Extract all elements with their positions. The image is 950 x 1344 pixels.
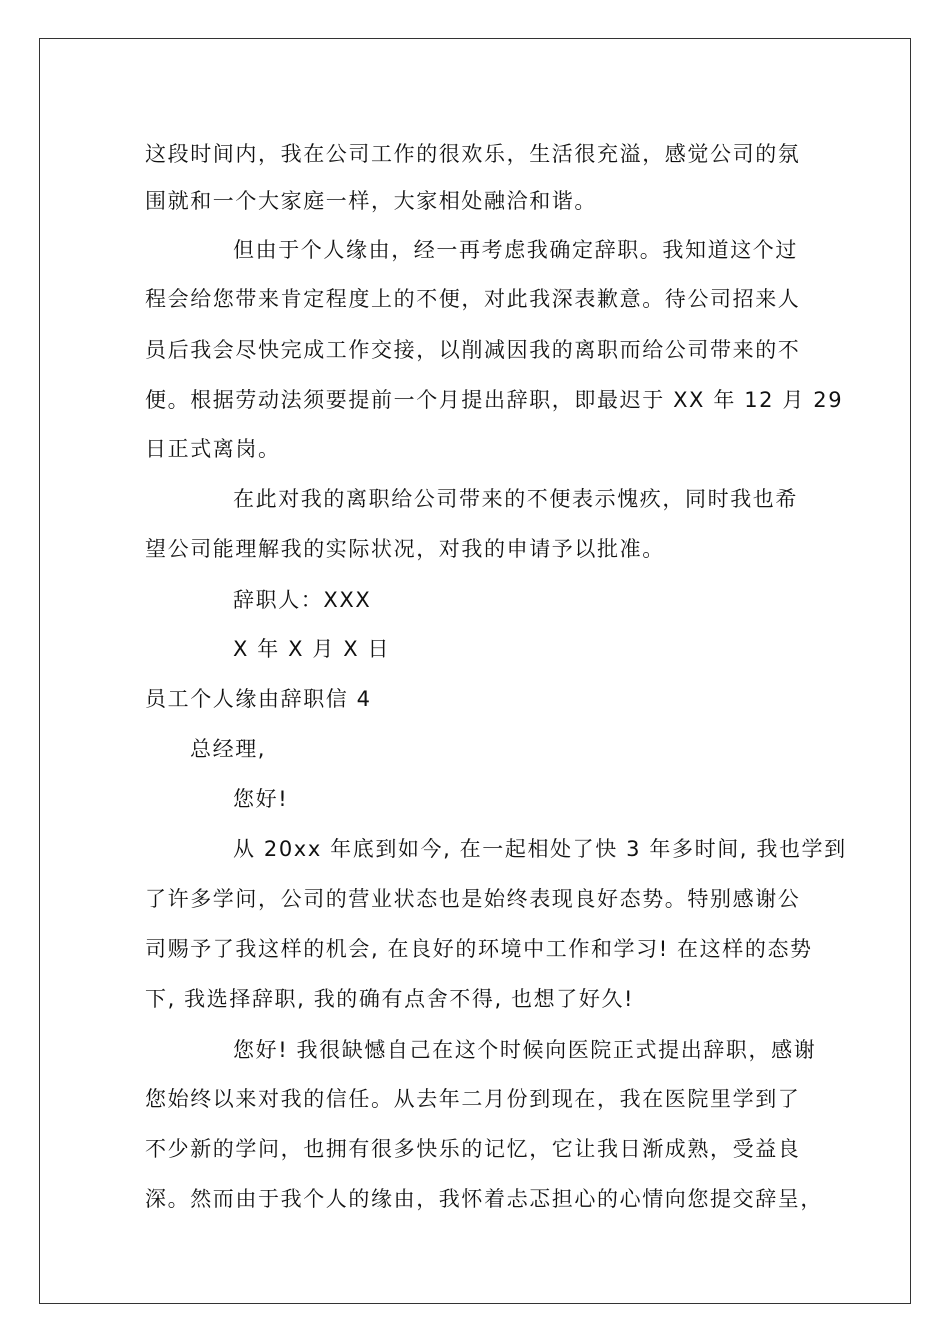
paragraph-5-line-1: 您好! 我很缺憾自己在这个时候向医院正式提出辞职，感谢 xyxy=(233,1038,817,1062)
paragraph-2-line-4: 便。根据劳动法须要提前一个月提出辞职，即最迟于 XX 年 12 月 29 xyxy=(145,388,844,412)
paragraph-2-line-3: 员后我会尽快完成工作交接，以削减因我的离职而给公司带来的不 xyxy=(145,338,801,362)
paragraph-3-line-2: 望公司能理解我的实际状况，对我的申请予以批准。 xyxy=(145,537,665,561)
page-border xyxy=(39,38,911,1304)
greeting: 您好! xyxy=(233,787,289,811)
paragraph-4-line-1: 从 20xx 年底到如今, 在一起相处了快 3 年多时间, 我也学到 xyxy=(233,837,847,861)
paragraph-5-line-4: 深。然而由于我个人的缘由，我怀着忐忑担心的心情向您提交辞呈， xyxy=(145,1187,823,1211)
section-heading: 员工个人缘由辞职信 4 xyxy=(145,687,372,711)
body-line-2: 围就和一个大家庭一样，大家相处融洽和谐。 xyxy=(145,189,597,213)
paragraph-2-line-5: 日正式离岗。 xyxy=(145,437,281,461)
body-line-1: 这段时间内，我在公司工作的很欢乐，生活很充溢，感觉公司的氛 xyxy=(145,142,801,166)
paragraph-5-line-2: 您始终以来对我的信任。从去年二月份到现在，我在医院里学到了 xyxy=(145,1087,801,1111)
salutation: 总经理, xyxy=(190,737,267,761)
paragraph-2-line-2: 程会给您带来肯定程度上的不便，对此我深表歉意。待公司招来人 xyxy=(145,287,801,311)
signature-date: X 年 X 月 X 日 xyxy=(233,637,391,661)
paragraph-3-line-1: 在此对我的离职给公司带来的不便表示愧疚，同时我也希 xyxy=(233,487,798,511)
signature-name: 辞职人：XXX xyxy=(233,588,372,612)
paragraph-4-line-3: 司赐予了我这样的机会, 在良好的环境中工作和学习! 在这样的态势 xyxy=(145,937,813,961)
paragraph-4-line-4: 下, 我选择辞职, 我的确有点舍不得, 也想了好久! xyxy=(145,987,635,1011)
paragraph-5-line-3: 不少新的学问，也拥有很多快乐的记忆，它让我日渐成熟，受益良 xyxy=(145,1137,801,1161)
paragraph-4-line-2: 了许多学问，公司的营业状态也是始终表现良好态势。特别感谢公 xyxy=(145,887,801,911)
paragraph-2-line-1: 但由于个人缘由，经一再考虑我确定辞职。我知道这个过 xyxy=(233,238,798,262)
